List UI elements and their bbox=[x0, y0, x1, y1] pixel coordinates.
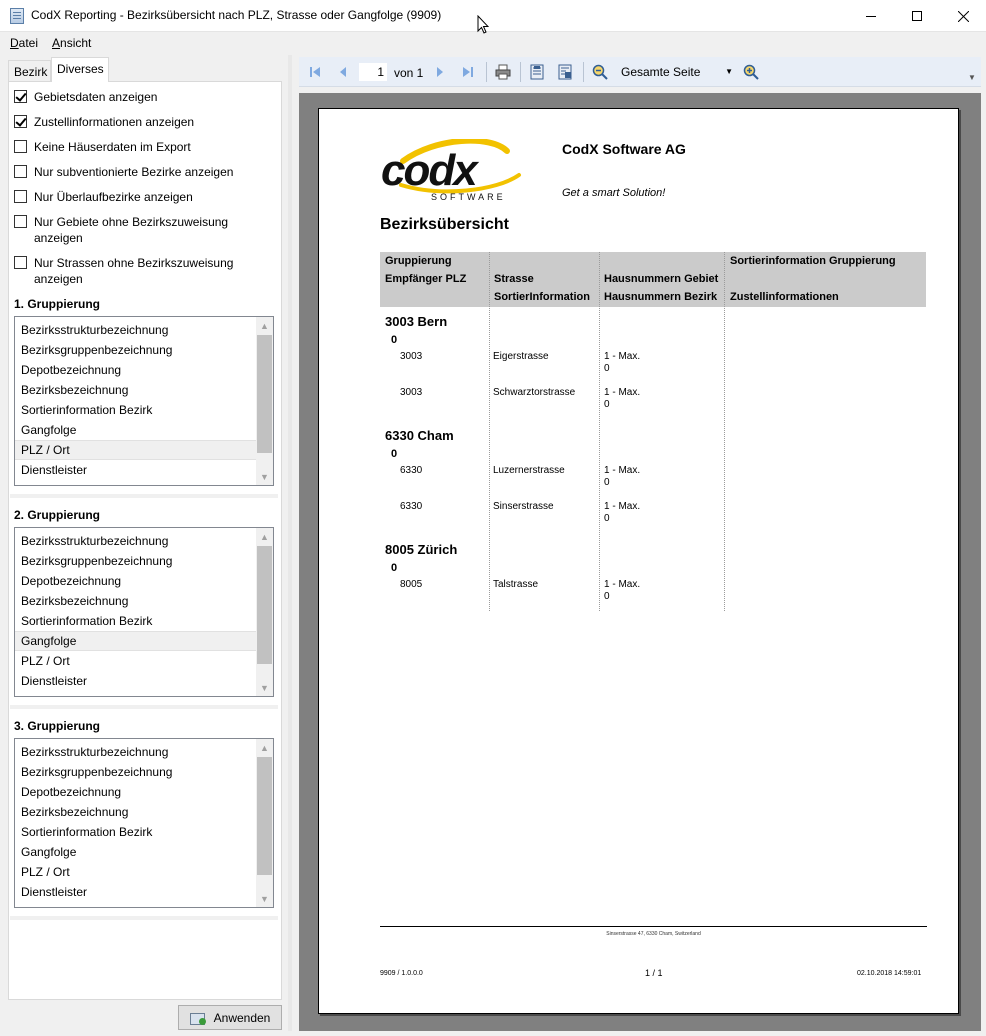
first-page-icon bbox=[309, 66, 321, 78]
company-name: CodX Software AG bbox=[562, 141, 686, 157]
cell-plz: 6330 bbox=[400, 465, 423, 476]
option-label: Keine Häuserdaten im Export bbox=[34, 140, 191, 154]
maximize-button[interactable] bbox=[894, 0, 940, 32]
first-page-button[interactable] bbox=[306, 63, 324, 81]
scrollbar-thumb[interactable] bbox=[257, 757, 272, 875]
maximize-icon bbox=[912, 11, 922, 21]
cell-bezirk: 0 bbox=[604, 363, 610, 374]
list-item[interactable]: Bezirksstrukturbezeichnung bbox=[21, 534, 169, 548]
apply-icon bbox=[190, 1011, 206, 1025]
chevron-down-icon: ▼ bbox=[725, 67, 733, 76]
printer-icon bbox=[495, 64, 511, 80]
scroll-up-icon[interactable]: ▲ bbox=[260, 320, 269, 331]
option-label: Nur subventionierte Bezirke anzeigen bbox=[34, 165, 234, 179]
option-keine-haeuserdaten[interactable] bbox=[14, 139, 274, 155]
grouping-1-title: 1. Gruppierung bbox=[14, 297, 101, 311]
tab-bezirk[interactable]: Bezirk bbox=[8, 60, 51, 81]
scrollbar-thumb[interactable] bbox=[257, 546, 272, 664]
cell-range: 1 - Max. bbox=[604, 465, 641, 476]
print-button[interactable] bbox=[494, 63, 512, 81]
scrollbar[interactable] bbox=[256, 739, 273, 907]
checkbox[interactable] bbox=[14, 165, 27, 178]
menu-bar bbox=[0, 33, 986, 53]
page-number-input[interactable]: 1 bbox=[358, 62, 388, 82]
page-count-label: von 1 bbox=[394, 66, 424, 80]
cell-strasse: Eigerstrasse bbox=[493, 351, 549, 362]
grouping-2-list[interactable] bbox=[14, 527, 274, 697]
cell-plz: 8005 bbox=[400, 579, 423, 590]
cell-plz: 3003 bbox=[400, 351, 423, 362]
header-zustellinformationen: Zustellinformationen bbox=[730, 291, 839, 303]
grouping-3-title: 3. Gruppierung bbox=[14, 719, 101, 733]
toolbar-separator bbox=[486, 62, 487, 82]
scrollbar-thumb[interactable] bbox=[257, 335, 272, 453]
minimize-button[interactable] bbox=[848, 0, 894, 32]
scroll-down-icon[interactable]: ▼ bbox=[260, 682, 269, 693]
scrollbar[interactable] bbox=[256, 528, 273, 696]
header-sortierinformation: SortierInformation bbox=[494, 291, 590, 303]
export-icon bbox=[557, 64, 573, 80]
apply-button[interactable] bbox=[178, 1005, 282, 1030]
next-page-button[interactable] bbox=[431, 63, 449, 81]
list-item[interactable]: Bezirksstrukturbezeichnung bbox=[21, 745, 169, 759]
checkbox[interactable] bbox=[14, 90, 27, 103]
footer-address: Sinserstrasse 47, 6330 Cham, Switzerland bbox=[606, 931, 701, 937]
list-item[interactable]: Sortierinformation Bezirk bbox=[21, 403, 153, 417]
group-sub: 0 bbox=[391, 448, 398, 460]
group-heading: 8005 Zürich bbox=[385, 542, 458, 557]
column-divider bbox=[489, 252, 490, 611]
cell-range: 1 - Max. bbox=[604, 579, 641, 590]
cell-bezirk: 0 bbox=[604, 513, 610, 524]
title-bar bbox=[0, 0, 986, 32]
footer-page: 1 / 1 bbox=[645, 968, 663, 978]
header-sortierinfo-gruppierung: Sortierinformation Gruppierung bbox=[730, 255, 896, 267]
list-item[interactable]: Bezirksstrukturbezeichnung bbox=[21, 323, 169, 337]
option-label: Gebietsdaten anzeigen bbox=[34, 90, 158, 104]
option-zustellinformationen[interactable] bbox=[14, 114, 274, 130]
option-gebietsdaten[interactable] bbox=[14, 89, 274, 105]
column-divider bbox=[724, 252, 725, 611]
cell-strasse: Schwarztorstrasse bbox=[493, 387, 576, 398]
zoom-select[interactable] bbox=[615, 62, 737, 82]
cell-bezirk: 0 bbox=[604, 399, 610, 410]
option-gebiete-ohne-bezirk[interactable] bbox=[14, 214, 274, 246]
zoom-in-icon bbox=[743, 64, 759, 80]
group-sub: 0 bbox=[391, 334, 398, 346]
header-gruppierung: Gruppierung bbox=[385, 255, 452, 267]
svg-text:codx: codx bbox=[381, 146, 476, 195]
separator bbox=[10, 494, 278, 498]
checkbox[interactable] bbox=[14, 256, 27, 269]
company-slogan: Get a smart Solution! bbox=[562, 187, 666, 199]
cell-strasse: Sinserstrasse bbox=[493, 501, 554, 512]
list-item[interactable]: Depotbezeichnung bbox=[21, 363, 122, 377]
scroll-up-icon[interactable]: ▲ bbox=[260, 742, 269, 753]
option-strassen-ohne-bezirk[interactable] bbox=[14, 255, 274, 287]
checkbox[interactable] bbox=[14, 190, 27, 203]
footer-version: 9909 / 1.0.0.0 bbox=[380, 970, 423, 977]
header-hausnummern-bezirk: Hausnummern Bezirk bbox=[604, 291, 718, 303]
list-item[interactable]: Dienstleister bbox=[21, 463, 88, 477]
previous-page-button[interactable] bbox=[334, 63, 352, 81]
cell-bezirk: 0 bbox=[604, 591, 610, 602]
option-ueberlauf[interactable] bbox=[14, 189, 274, 205]
header-strasse: Strasse bbox=[494, 273, 534, 285]
option-label: Zustellinformationen anzeigen bbox=[34, 115, 195, 129]
group-sub: 0 bbox=[391, 562, 398, 574]
cell-range: 1 - Max. bbox=[604, 387, 641, 398]
tab-diverses[interactable]: Diverses bbox=[51, 57, 109, 82]
grouping-2-title: 2. Gruppierung bbox=[14, 508, 101, 522]
list-item[interactable]: Sortierinformation Bezirk bbox=[21, 614, 153, 628]
report-title: Bezirksübersicht bbox=[380, 216, 509, 233]
list-item[interactable]: Dienstleister bbox=[21, 885, 88, 899]
cell-range: 1 - Max. bbox=[604, 351, 641, 362]
cell-bezirk: 0 bbox=[604, 477, 610, 488]
list-item[interactable]: Bezirksbezeichnung bbox=[21, 594, 129, 608]
group-heading: 6330 Cham bbox=[385, 428, 454, 443]
list-item[interactable]: Bezirksbezeichnung bbox=[21, 805, 129, 819]
window-title: CodX Reporting - Bezirksübersicht nach PLZ, Strasse oder Gangfolge (9909) bbox=[31, 8, 442, 22]
svg-text:SOFTWARE: SOFTWARE bbox=[431, 192, 506, 202]
list-item[interactable]: Dienstleister bbox=[21, 674, 88, 688]
toolbar-overflow-icon[interactable]: ▼ bbox=[968, 73, 976, 82]
splitter[interactable] bbox=[288, 55, 292, 1031]
cell-strasse: Luzernerstrasse bbox=[493, 465, 565, 476]
list-item[interactable]: Depotbezeichnung bbox=[21, 785, 122, 799]
toolbar-separator bbox=[583, 62, 584, 82]
list-item[interactable]: Bezirksgruppenbezeichnung bbox=[21, 343, 173, 357]
list-item[interactable]: Bezirksgruppenbezeichnung bbox=[21, 765, 173, 779]
page-setup-icon bbox=[529, 64, 545, 80]
grouping-1-list[interactable] bbox=[14, 316, 274, 486]
page-setup-button[interactable] bbox=[528, 63, 546, 81]
report-page bbox=[318, 108, 959, 1014]
column-divider bbox=[599, 252, 600, 611]
zoom-out-button[interactable] bbox=[591, 63, 609, 81]
header-empfaenger-plz: Empfänger PLZ bbox=[385, 273, 467, 285]
option-label: Nur Gebiete ohne Bezirkszuweisung anzeigen bbox=[34, 215, 229, 245]
cell-strasse: Talstrasse bbox=[493, 579, 539, 590]
previous-page-icon bbox=[338, 66, 348, 78]
checkbox[interactable] bbox=[14, 115, 27, 128]
scrollbar[interactable] bbox=[256, 317, 273, 485]
list-item-selected[interactable]: PLZ / Ort bbox=[15, 440, 256, 460]
list-item[interactable]: Gangfolge bbox=[21, 423, 77, 437]
list-item[interactable]: Bezirksgruppenbezeichnung bbox=[21, 554, 173, 568]
option-subventionierte[interactable] bbox=[14, 164, 274, 180]
app-icon bbox=[10, 8, 24, 24]
separator bbox=[10, 916, 278, 920]
last-page-icon bbox=[462, 66, 474, 78]
close-button[interactable] bbox=[940, 0, 986, 32]
minimize-icon bbox=[866, 16, 876, 17]
list-item[interactable]: Sortierinformation Bezirk bbox=[21, 825, 153, 839]
next-page-icon bbox=[435, 66, 445, 78]
list-item-selected[interactable]: Gangfolge bbox=[15, 631, 256, 651]
toolbar-separator bbox=[520, 62, 521, 82]
cell-range: 1 - Max. bbox=[604, 501, 641, 512]
list-item[interactable]: Gangfolge bbox=[21, 845, 77, 859]
close-icon bbox=[958, 11, 969, 22]
list-item[interactable]: PLZ / Ort bbox=[21, 865, 70, 879]
scroll-down-icon[interactable]: ▼ bbox=[260, 471, 269, 482]
checkbox[interactable] bbox=[14, 140, 27, 153]
menu-datei[interactable]: Datei bbox=[10, 36, 39, 50]
cell-plz: 3003 bbox=[400, 387, 423, 398]
zoom-value: Gesamte Seite bbox=[621, 65, 701, 79]
list-item[interactable]: Depotbezeichnung bbox=[21, 574, 122, 588]
checkbox[interactable] bbox=[14, 215, 27, 228]
option-label: Nur Strassen ohne Bezirkszuweisung anzeigen bbox=[34, 256, 234, 286]
separator bbox=[10, 705, 278, 709]
cell-plz: 6330 bbox=[400, 501, 423, 512]
footer-divider bbox=[380, 926, 927, 927]
scroll-down-icon[interactable]: ▼ bbox=[260, 893, 269, 904]
codx-logo bbox=[381, 139, 541, 205]
zoom-out-icon bbox=[592, 64, 608, 80]
footer-timestamp: 02.10.2018 14:59:01 bbox=[857, 970, 922, 977]
menu-ansicht[interactable]: Ansicht bbox=[52, 36, 92, 50]
header-hausnummern-gebiet: Hausnummern Gebiet bbox=[604, 273, 719, 285]
grouping-3-list[interactable] bbox=[14, 738, 274, 908]
report-toolbar bbox=[299, 57, 981, 87]
list-item[interactable]: Bezirksbezeichnung bbox=[21, 383, 129, 397]
list-item[interactable]: PLZ / Ort bbox=[21, 654, 70, 668]
scroll-up-icon[interactable]: ▲ bbox=[260, 531, 269, 542]
apply-button-label: Anwenden bbox=[213, 1010, 271, 1025]
option-label: Nur Überlaufbezirke anzeigen bbox=[34, 190, 193, 204]
group-heading: 3003 Bern bbox=[385, 314, 448, 329]
export-button[interactable] bbox=[556, 63, 574, 81]
zoom-in-button[interactable] bbox=[742, 63, 760, 81]
last-page-button[interactable] bbox=[459, 63, 477, 81]
